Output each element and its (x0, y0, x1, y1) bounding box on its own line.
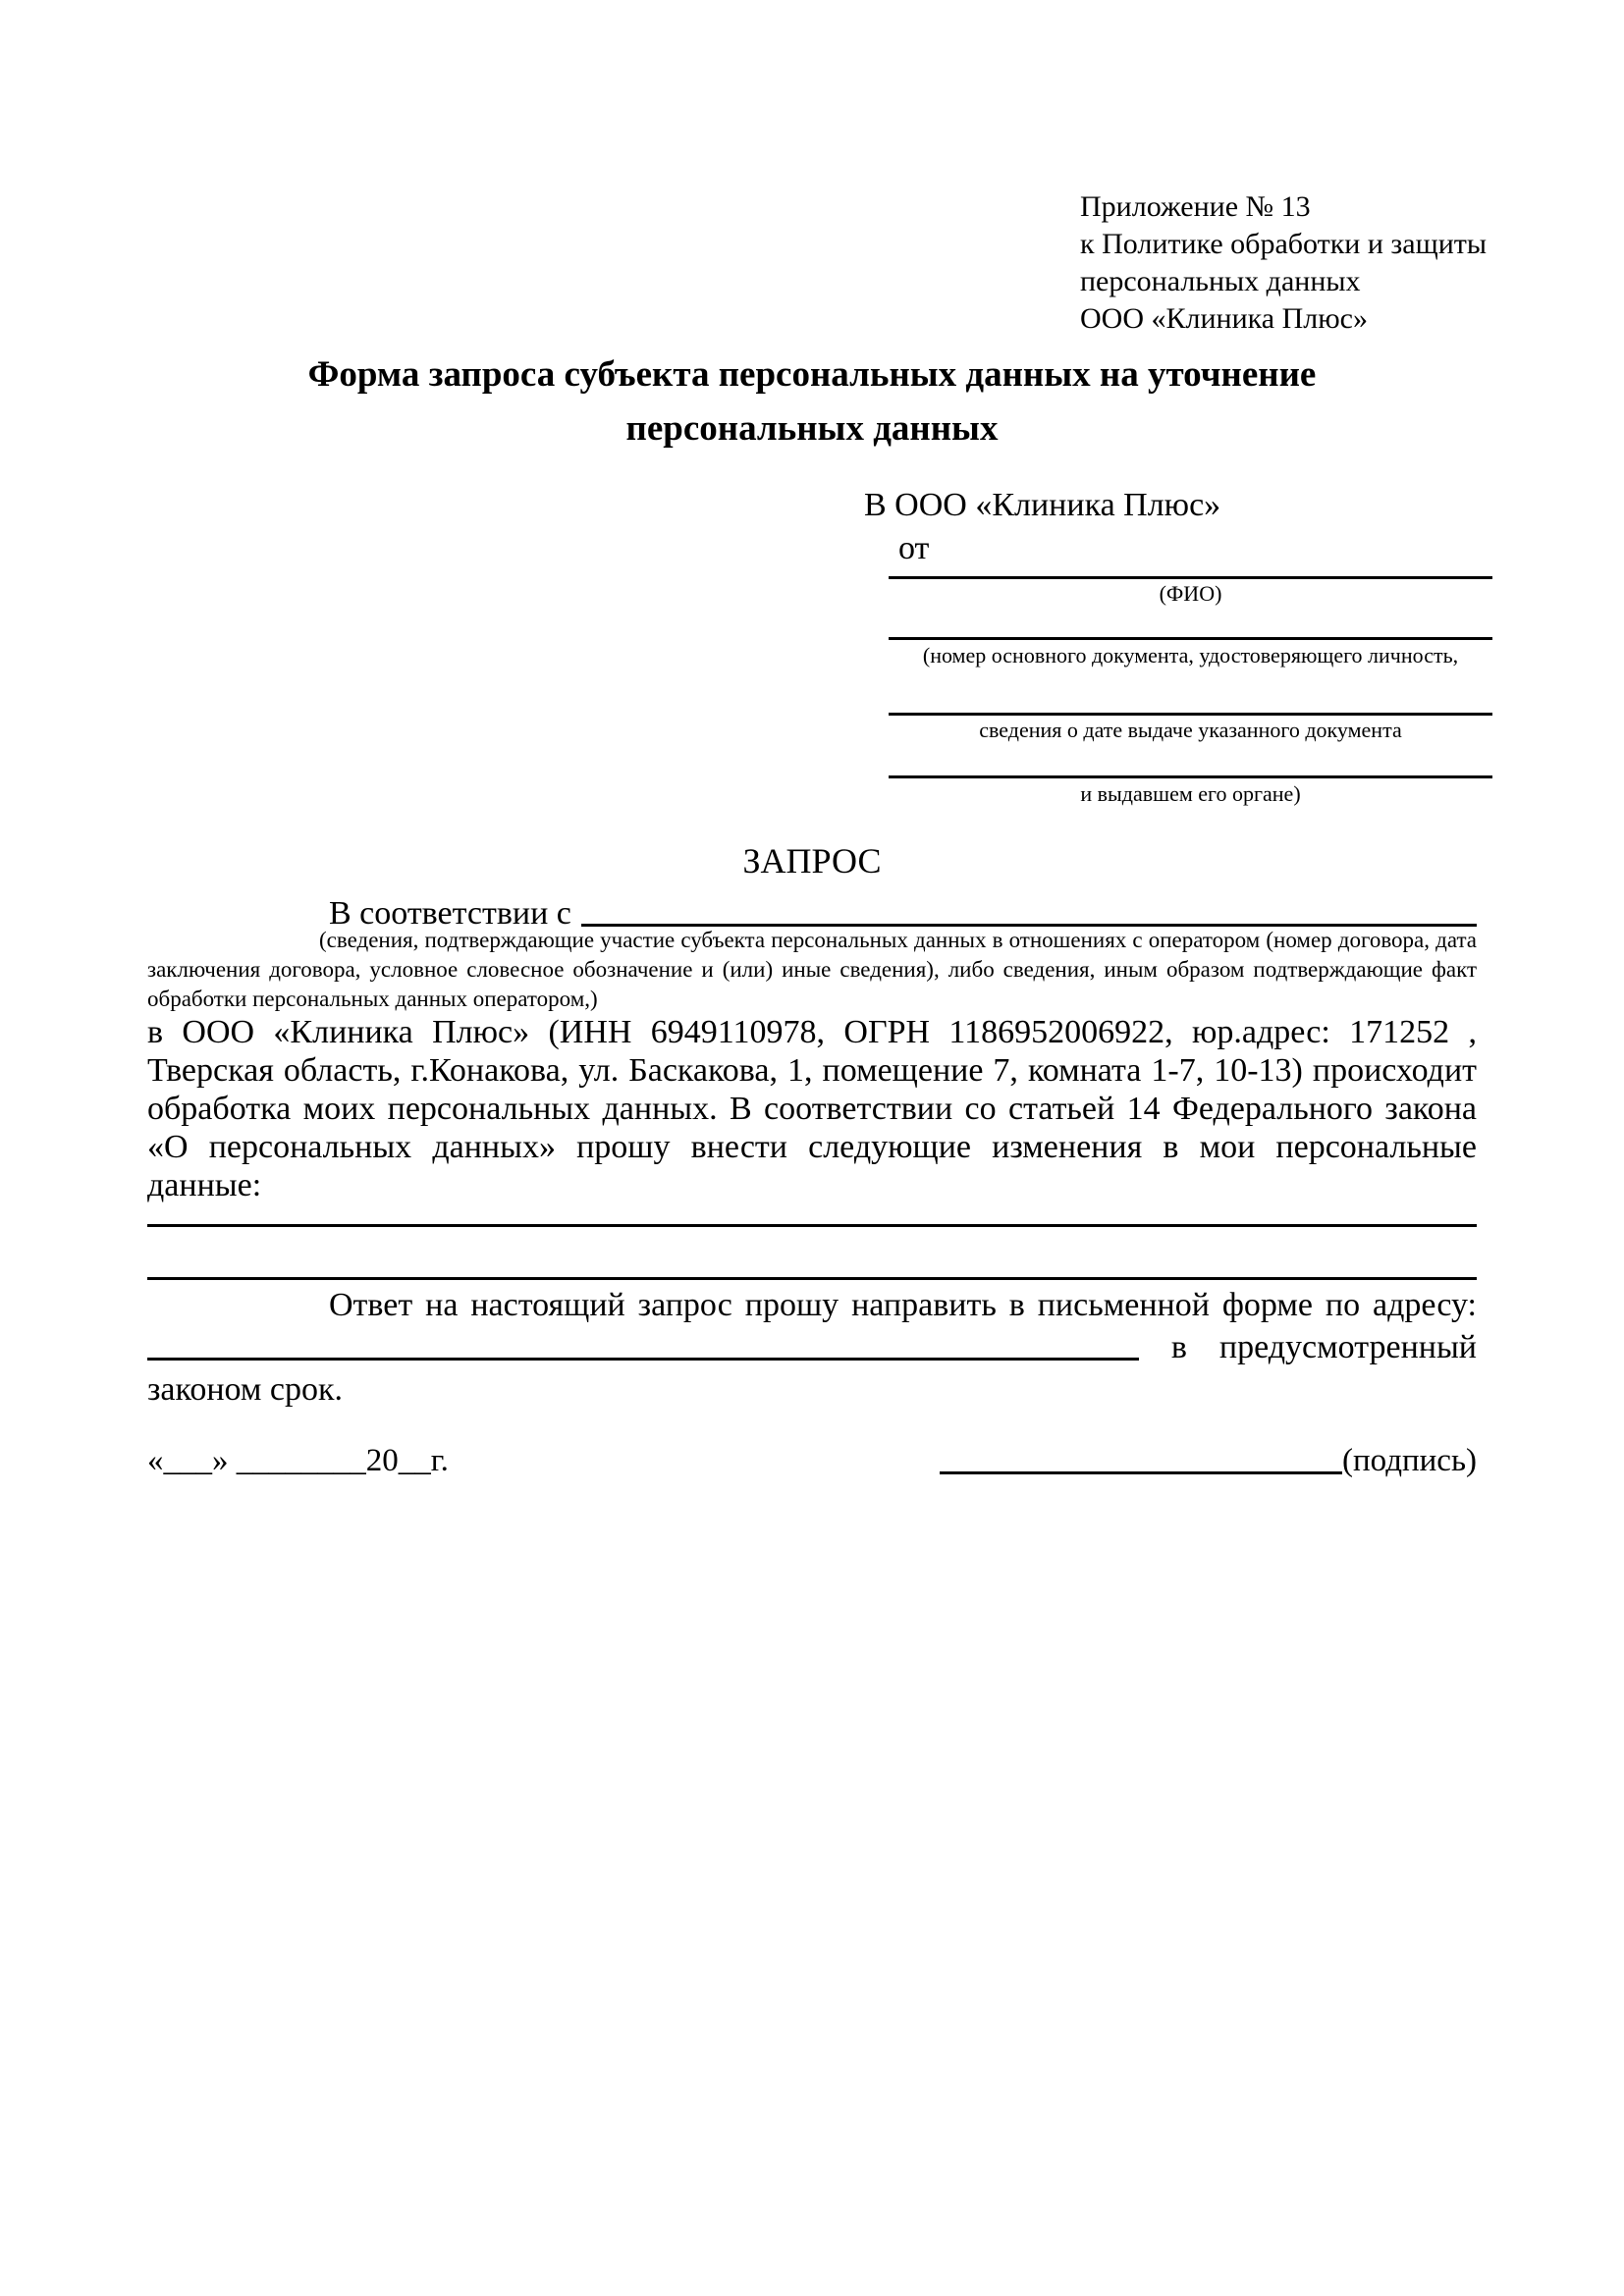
date-blank-field[interactable]: «___» ________20__г. (147, 1443, 449, 1478)
issuing-authority-caption: и выдавшем его органе) (1080, 781, 1301, 806)
reply-tail: законом срок. (147, 1371, 343, 1408)
fio-fill-line[interactable] (889, 576, 1492, 579)
reply-word-in: в (1170, 1329, 1187, 1365)
operator-details-paragraph: в ООО «Клиника Плюс» (ИНН 6949110978, ОГРН 1186952006922, юр.адрес: 171252 , Тверская область, г.Конакова, ул. Баскакова, 1, помещение 7, комната 1-7, 10-13) происходит обработка моих персональных данных. В соответствии со статьей 14 Федерального закона «О персональных данных» прошу внести следующие изменения в мои персональные данные: (147, 1014, 1477, 1203)
form-title: Форма запроса субъекта персональных данных на уточнение персональных данных (307, 354, 1317, 449)
fio-caption: (ФИО) (1159, 581, 1222, 606)
appendix-policy-line2: персональных данных (1080, 265, 1361, 297)
changes-fill-line-2[interactable] (147, 1277, 1477, 1280)
intro-prefix: В соответствии с (329, 895, 571, 932)
changes-fill-line-1[interactable] (147, 1224, 1477, 1227)
id-document-caption: (номер основного документа, удостоверяющего личность, (922, 643, 1459, 667)
addressee-from-label: от (898, 530, 930, 566)
issue-date-caption: сведения о дате выдаче указанного документа (979, 718, 1402, 742)
issue-date-fill-line[interactable] (889, 713, 1492, 716)
reply-address-fill-line[interactable] (147, 1358, 1139, 1361)
signature-fill-line[interactable] (940, 1471, 1342, 1474)
reply-line: Ответ на настоящий запрос прошу направить в письменной форме по адресу: (329, 1287, 1477, 1323)
issuing-authority-fill-line[interactable] (889, 775, 1492, 778)
signing-row (147, 1441, 1477, 1480)
appendix-company: ООО «Клиника Плюс» (1080, 302, 1368, 335)
reply-address-row (147, 1325, 1477, 1366)
appendix-number: Приложение № 13 (1080, 190, 1311, 223)
signature-caption: (подпись) (1342, 1443, 1477, 1478)
signature-group (940, 1441, 1477, 1480)
request-heading: ЗАПРОС (742, 841, 882, 881)
reply-word-term: предусмотренный (1218, 1329, 1477, 1365)
footnote-text: (сведения, подтверждающие участие субъекта персональных данных в отношениях с оператором (номер договора, дата заключения договора, условное словесное обозначение и (или) иные сведения), либо сведения, иным образом подтверждающие факт обработки персональных данных оператором,) (147, 928, 1477, 1011)
id-document-fill-line[interactable] (889, 637, 1492, 640)
appendix-header (1080, 188, 1487, 338)
addressee-company: В ООО «Клиника Плюс» (864, 487, 1221, 523)
appendix-policy-line: к Политике обработки и защиты (1080, 228, 1488, 260)
reply-paragraph (147, 1286, 1477, 1410)
